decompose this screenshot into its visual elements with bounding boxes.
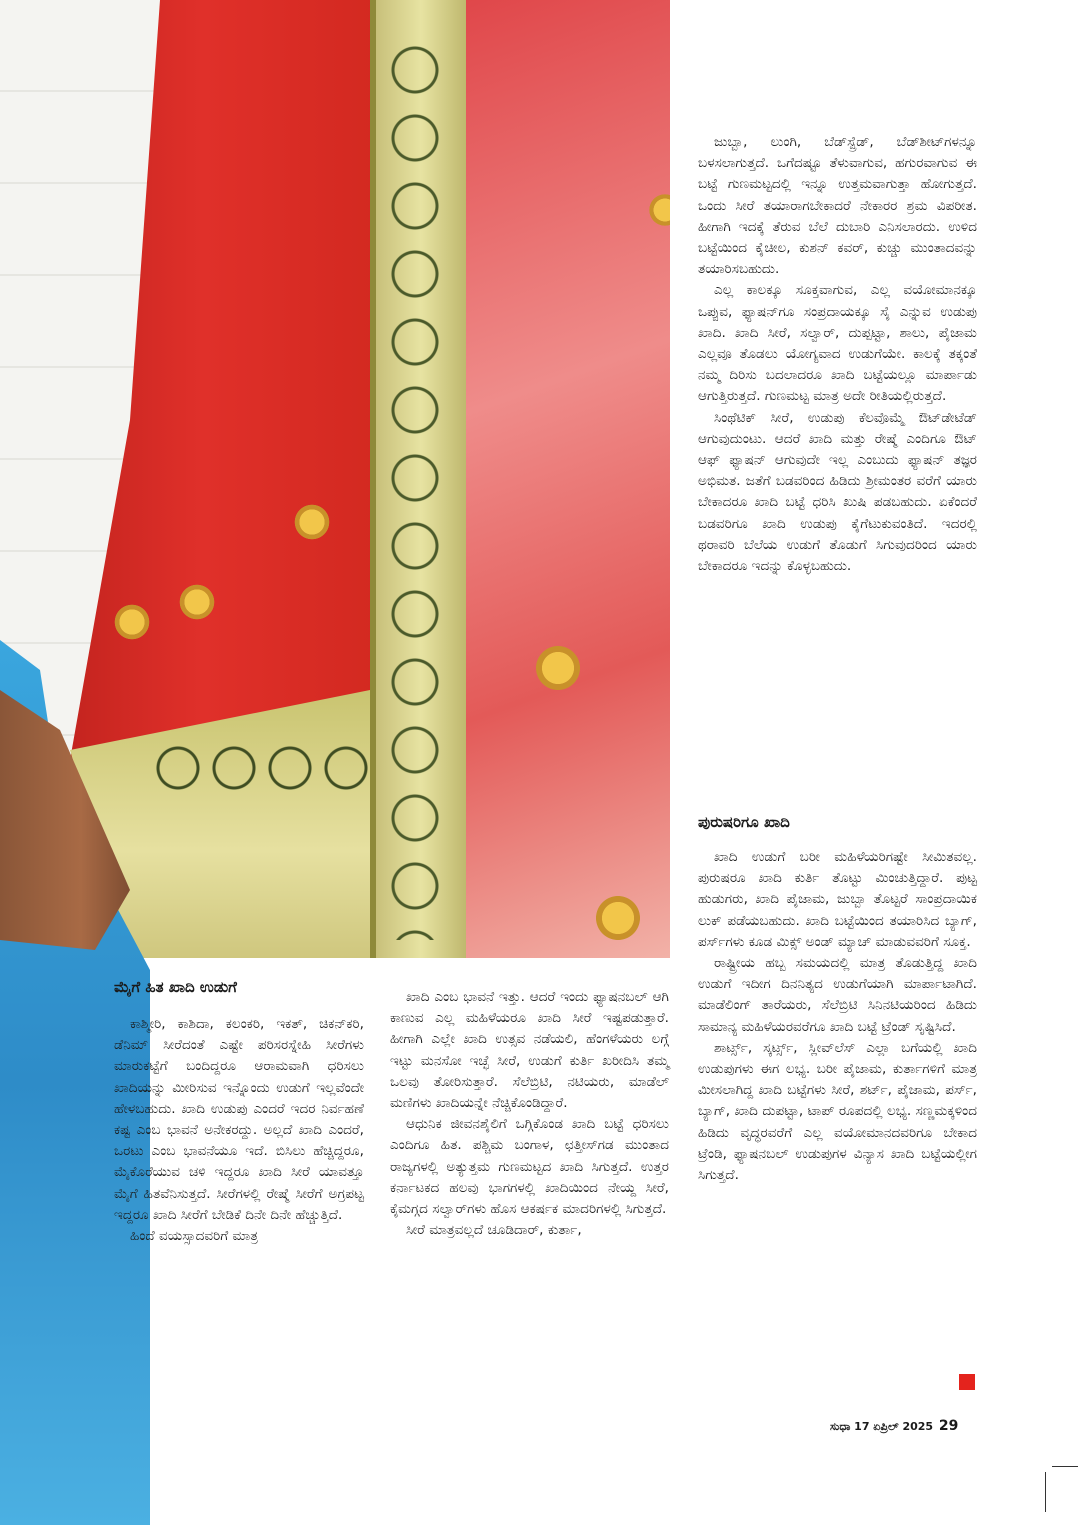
section-heading-maige-hita: ಮೈಗೆ ಹಿತ ಖಾದಿ ಉಡುಗೆ <box>114 978 237 996</box>
paragraph: ಖಾದಿ ಉಡುಗೆ ಬರೀ ಮಹಿಳೆಯರಿಗಷ್ಟೇ ಸೀಮಿತವಲ್ಲ. ಪುರುಷರೂ ಖಾದಿ ಕುರ್ತಿ ತೊಟ್ಟು ಮಿಂಚುತ್ತಿದ್ದಾರೆ. ಪುಟ್ಟ ಹುಡುಗರು, ಖಾದಿ ಪೈಜಾಮ, ಜುಬ್ಬಾ ತೊಟ್ಟರೆ ಸಾಂಪ್ರದಾಯಿಕ ಲುಕ್ ಪಡೆಯಬಹುದು. ಖಾದಿ ಬಟ್ಟೆಯಿಂದ ತಯಾರಿಸಿದ ಬ್ಯಾಗ್, ಪರ್ಸ್‌ಗಳು ಕೂಡ ಮಿಕ್ಸ್ ಅಂಡ್ ಮ್ಯಾಚ್ ಮಾಡುವವರಿಗೆ ಸೂಕ್ತ. <box>698 849 977 950</box>
section-heading-purusharigu-khadi: ಪುರುಷರಿಗೂ ಖಾದಿ <box>698 813 790 831</box>
article-column-4 <box>698 847 977 1186</box>
paragraph: ಜುಬ್ಬಾ, ಲುಂಗಿ, ಬೆಡ್‌ಸ್ಪ್ರೆಡ್, ಬೆಡ್‌ಶೀಟ್‌ಗಳನ್ನೂ ಬಳಸಲಾಗುತ್ತದೆ. ಒಗೆದಷ್ಟೂ ತೆಳುವಾಗುವ, ಹಗುರವಾಗುವ ಈ ಬಟ್ಟೆ ಗುಣಮಟ್ಟದಲ್ಲಿ ಇನ್ನೂ ಉತ್ತಮವಾಗುತ್ತಾ ಹೋಗುತ್ತದೆ. ಒಂದು ಸೀರೆ ತಯಾರಾಗಬೇಕಾದರೆ ನೇಕಾರರ ಶ್ರಮ ವಿಪರೀತ. ಹೀಗಾಗಿ ಇದಕ್ಕೆ ತೆರುವ ಬೆಲೆ ದುಬಾರಿ ಎನಿಸಲಾರದು. ಉಳಿದ ಬಟ್ಟೆಯಿಂದ ಕೈಚೀಲ, ಕುಶನ್ ಕವರ್, ಕುಚ್ಚು ಮುಂತಾದವನ್ನು ತಯಾರಿಸಬಹುದು. <box>698 134 977 278</box>
paragraph: ಶಾರ್ಟ್ಸ್, ಸ್ಕರ್ಟ್ಸ್, ಸ್ಲೀವ್‌ಲೆಸ್ ಎಲ್ಲಾ ಬಗೆಯಲ್ಲಿ ಖಾದಿ ಉಡುಪುಗಳು ಈಗ ಲಭ್ಯ. ಬರೀ ಪೈಜಾಮ, ಕುರ್ತಾಗಳಿಗೆ ಮಾತ್ರ ಮೀಸಲಾಗಿದ್ದ ಖಾದಿ ಬಟ್ಟೆಗಳು ಸೀರೆ, ಶರ್ಟ್, ಪೈಜಾಮ, ಪರ್ಸ್, ಬ್ಯಾಗ್, ಖಾದಿ ದುಪಟ್ಟಾ, ಟಾಪ್ ರೂಪದಲ್ಲಿ ಲಭ್ಯ. ಸಣ್ಣಮಕ್ಕಳಿಂದ ಹಿಡಿದು ವೃದ್ಧರವರೆಗೆ ಎಲ್ಲ ವಯೋಮಾನದವರಿಗೂ ಬೇಕಾದ ಟ್ರೆಂಡಿ, ಫ್ಯಾಷನಬಲ್ ಉಡುಪುಗಳ ವಿನ್ಯಾಸ ಖಾದಿ ಬಟ್ಟೆಯಲ್ಲೀಗ ಸಿಗುತ್ತದೆ. <box>698 1039 977 1184</box>
article-column-2 <box>390 987 669 1241</box>
page-number: 29 <box>938 1418 959 1434</box>
magazine-name: ಸುಧಾ <box>830 1420 851 1433</box>
page-footer <box>830 1418 958 1435</box>
saree-border-motifs <box>385 40 445 940</box>
paragraph: ಕಾಶ್ಮೀರಿ, ಕಾಶಿದಾ, ಕಲಂಕರಿ, ಇಕತ್, ಚಿಕನ್‌ಕರಿ, ಡೆನಿಮ್ ಸೀರೆದಂತೆ ಎಷ್ಟೇ ಪರಿಸರಸ್ನೇಹಿ ಸೀರೆಗಳು ಮಾರುಕಟ್ಟೆಗೆ ಬಂದಿದ್ದರೂ ಆರಾಮವಾಗಿ ಧರಿಸಲು ಖಾದಿಯನ್ನು ಮೀರಿಸುವ ಇನ್ನೊಂದು ಉಡುಗೆ ಇಲ್ಲವೆಂದೇ ಹೇಳಬಹುದು. ಖಾದಿ ಉಡುಪು ಎಂದರೆ ಇದರ ನಿರ್ವಹಣೆ ಕಷ್ಟ ಎಂಬ ಭಾವನೆ ಅನೇಕರದ್ದು. ಅಲ್ಲದೆ ಖಾದಿ ಎಂದರೆ, ಒರಟು ಎಂಬ ಭಾವನೆಯೂ ಇದೆ. ಬಿಸಿಲು ಹೆಚ್ಚಿದ್ದರೂ, ಮೈಕೊರೆಯುವ ಚಳಿ ಇದ್ದರೂ ಖಾದಿ ಸೀರೆ ಯಾವತ್ತೂ ಮೈಗೆ ಹಿತವೆನಿಸುತ್ತದೆ. ಸೀರೆಗಳಲ್ಲಿ ರೇಷ್ಮೆ ಸೀರೆಗೆ ಅಗ್ರಪಟ್ಟ ಇದ್ದರೂ ಖಾದಿ ಸೀರೆಗೆ ಬೇಡಿಕೆ ದಿನೇ ದಿನೇ ಹೆಚ್ಚುತ್ತಿದೆ. <box>114 1016 364 1223</box>
saree-lower-motifs <box>150 740 370 800</box>
gold-motif <box>290 500 334 544</box>
paragraph: ಆಧುನಿಕ ಜೀವನಶೈಲಿಗೆ ಒಗ್ಗಿಕೊಂಡ ಖಾದಿ ಬಟ್ಟೆ ಧರಿಸಲು ಎಂದಿಗೂ ಹಿತ. ಪಶ್ಚಿಮ ಬಂಗಾಳ, ಛತ್ತೀಸ್‌ಗಡ ಮುಂತಾದ ರಾಜ್ಯಗಳಲ್ಲಿ ಅತ್ಯುತ್ತಮ ಗುಣಮಟ್ಟದ ಖಾದಿ ಸಿಗುತ್ತದೆ. ಉತ್ತರ ಕರ್ನಾಟಕದ ಹಲವು ಭಾಗಗಳಲ್ಲಿ ಖಾದಿಯಿಂದ ನೇಯ್ದ ಸೀರೆ, ಕೈಮಗ್ಗದ ಸಲ್ವಾರ್‌ಗಳು ಹೊಸ ಆಕರ್ಷಕ ಮಾದರಿಗಳಲ್ಲಿ ಸಿಗುತ್ತದೆ. <box>390 1116 669 1218</box>
article-end-mark <box>959 1374 975 1390</box>
pink-saree-pallu <box>466 0 670 958</box>
article-column-3 <box>698 132 977 577</box>
paragraph: ಸಿಂಥೆಟಿಕ್ ಸೀರೆ, ಉಡುಪು ಕೆಲವೊಮ್ಮೆ ಔಟ್‌ಡೇಟೆಡ್ ಆಗುವುದುಂಟು. ಆದರೆ ಖಾದಿ ಮತ್ತು ರೇಷ್ಮೆ ಎಂದಿಗೂ ಔಟ್ ಆಫ್ ಫ್ಯಾಷನ್ ಆಗುವುದೇ ಇಲ್ಲ ಎಂಬುದು ಫ್ಯಾಷನ್ ತಜ್ಞರ ಅಭಿಮತ. ಜತೆಗೆ ಬಡವರಿಂದ ಹಿಡಿದು ಶ್ರೀಮಂತರ ವರೆಗೆ ಯಾರು ಬೇಕಾದರೂ ಖಾದಿ ಬಟ್ಟೆ ಧರಿಸಿ ಖುಷಿ ಪಡಬಹುದು. ಏಕೆಂದರೆ ಬಡವರಿಗೂ ಖಾದಿ ಉಡುಪು ಕೈಗೆಟುಕುವಂತಿದೆ. ಇದರಲ್ಲಿ ಥರಾವರಿ ಬೆಲೆಯ ಉಡುಗೆ ತೊಡುಗೆ ಸಿಗುವುದರಿಂದ ಯಾರು ಬೇಕಾದರೂ ಇದನ್ನು ಕೊಳ್ಳಬಹುದು. <box>698 409 977 575</box>
gold-motif <box>175 580 219 624</box>
crop-mark <box>1045 1472 1046 1512</box>
paragraph: ಸೀರೆ ಮಾತ್ರವಲ್ಲದೆ ಚೂಡಿದಾರ್, ಕುರ್ತಾ, <box>406 1222 582 1239</box>
saree-photo <box>0 0 670 958</box>
article-column-1 <box>114 1014 364 1247</box>
paragraph: ಎಲ್ಲ ಕಾಲಕ್ಕೂ ಸೂಕ್ತವಾಗುವ, ಎಲ್ಲ ವಯೋಮಾನಕ್ಕೂ ಒಪ್ಪುವ, ಫ್ಯಾಷನ್‌ಗೂ ಸಂಪ್ರದಾಯಕ್ಕೂ ಸೈ ಎನ್ನುವ ಉಡುಪು ಖಾದಿ. ಖಾದಿ ಸೀರೆ, ಸಲ್ವಾರ್, ದುಪ್ಪಟ್ಟಾ, ಶಾಲು, ಪೈಜಾಮ ಎಲ್ಲವೂ ತೊಡಲು ಯೋಗ್ಯವಾದ ಉಡುಗೆಯೇ. ಕಾಲಕ್ಕೆ ತಕ್ಕಂತೆ ನಮ್ಮ ದಿರಿಸು ಬದಲಾದರೂ ಖಾದಿ ಬಟ್ಟೆಯಲ್ಲೂ ಮಾರ್ಪಾಡು ಆಗುತ್ತಿರುತ್ತದೆ. ಗುಣಮಟ್ಟ ಮಾತ್ರ ಅದೇ ರೀತಿಯಲ್ಲಿರುತ್ತದೆ. <box>698 282 977 405</box>
paragraph: ಹಿಂದೆ ವಯಸ್ಸಾದವರಿಗೆ ಮಾತ್ರ <box>130 1228 259 1245</box>
paragraph: ಖಾದಿ ಎಂಬ ಭಾವನೆ ಇತ್ತು. ಆದರೆ ಇಂದು ಫ್ಯಾಷನಬಲ್ ಆಗಿ ಕಾಣುವ ಎಲ್ಲ ಮಹಿಳೆಯರೂ ಖಾದಿ ಸೀರೆ ಇಷ್ಟಪಡುತ್ತಾರೆ. ಹೀಗಾಗಿ ಎಲ್ಲೇ ಖಾದಿ ಉತ್ಸವ ನಡೆಯಲಿ, ಹೆಂಗಳೆಯರು ಲಗ್ಗೆ ಇಟ್ಟು ಮನಸೋ ಇಚ್ಛೆ ಸೀರೆ, ಉಡುಗೆ ಕುರ್ತಿ ಖರೀದಿಸಿ ತಮ್ಮ ಒಲವು ತೋರಿಸುತ್ತಾರೆ. ಸೆಲೆಬ್ರಿಟಿ, ನಟಿಯರು, ಮಾಡೆಲ್ ಮಣಿಗಳು ಖಾದಿಯನ್ನೇ ನೆಚ್ಚಿಕೊಂಡಿದ್ದಾರೆ. <box>390 989 669 1112</box>
gold-motif <box>590 890 646 946</box>
issue-date: 17 ಏಪ್ರಿಲ್ 2025 <box>854 1420 934 1433</box>
gold-motif <box>110 600 154 644</box>
paragraph: ರಾಷ್ಟ್ರೀಯ ಹಬ್ಬ ಸಮಯದಲ್ಲಿ ಮಾತ್ರ ತೊಡುತ್ತಿದ್ದ ಖಾದಿ ಉಡುಗೆ ಇದೀಗ ದಿನನಿತ್ಯದ ಉಡುಗೆಯಾಗಿ ಮಾರ್ಪಾಟಾಗಿದೆ. ಮಾಡೆಲಿಂಗ್ ತಾರೆಯರು, ಸೆಲೆಬ್ರಿಟಿ ಸಿನಿನಟಿಯರಿಂದ ಹಿಡಿದು ಸಾಮಾನ್ಯ ಮಹಿಳೆಯರವರೆಗೂ ಖಾದಿ ಬಟ್ಟೆ ಟ್ರೆಂಡ್ ಸೃಷ್ಟಿಸಿದೆ. <box>698 955 977 1035</box>
gold-motif <box>530 640 586 696</box>
crop-mark <box>1052 1466 1078 1467</box>
